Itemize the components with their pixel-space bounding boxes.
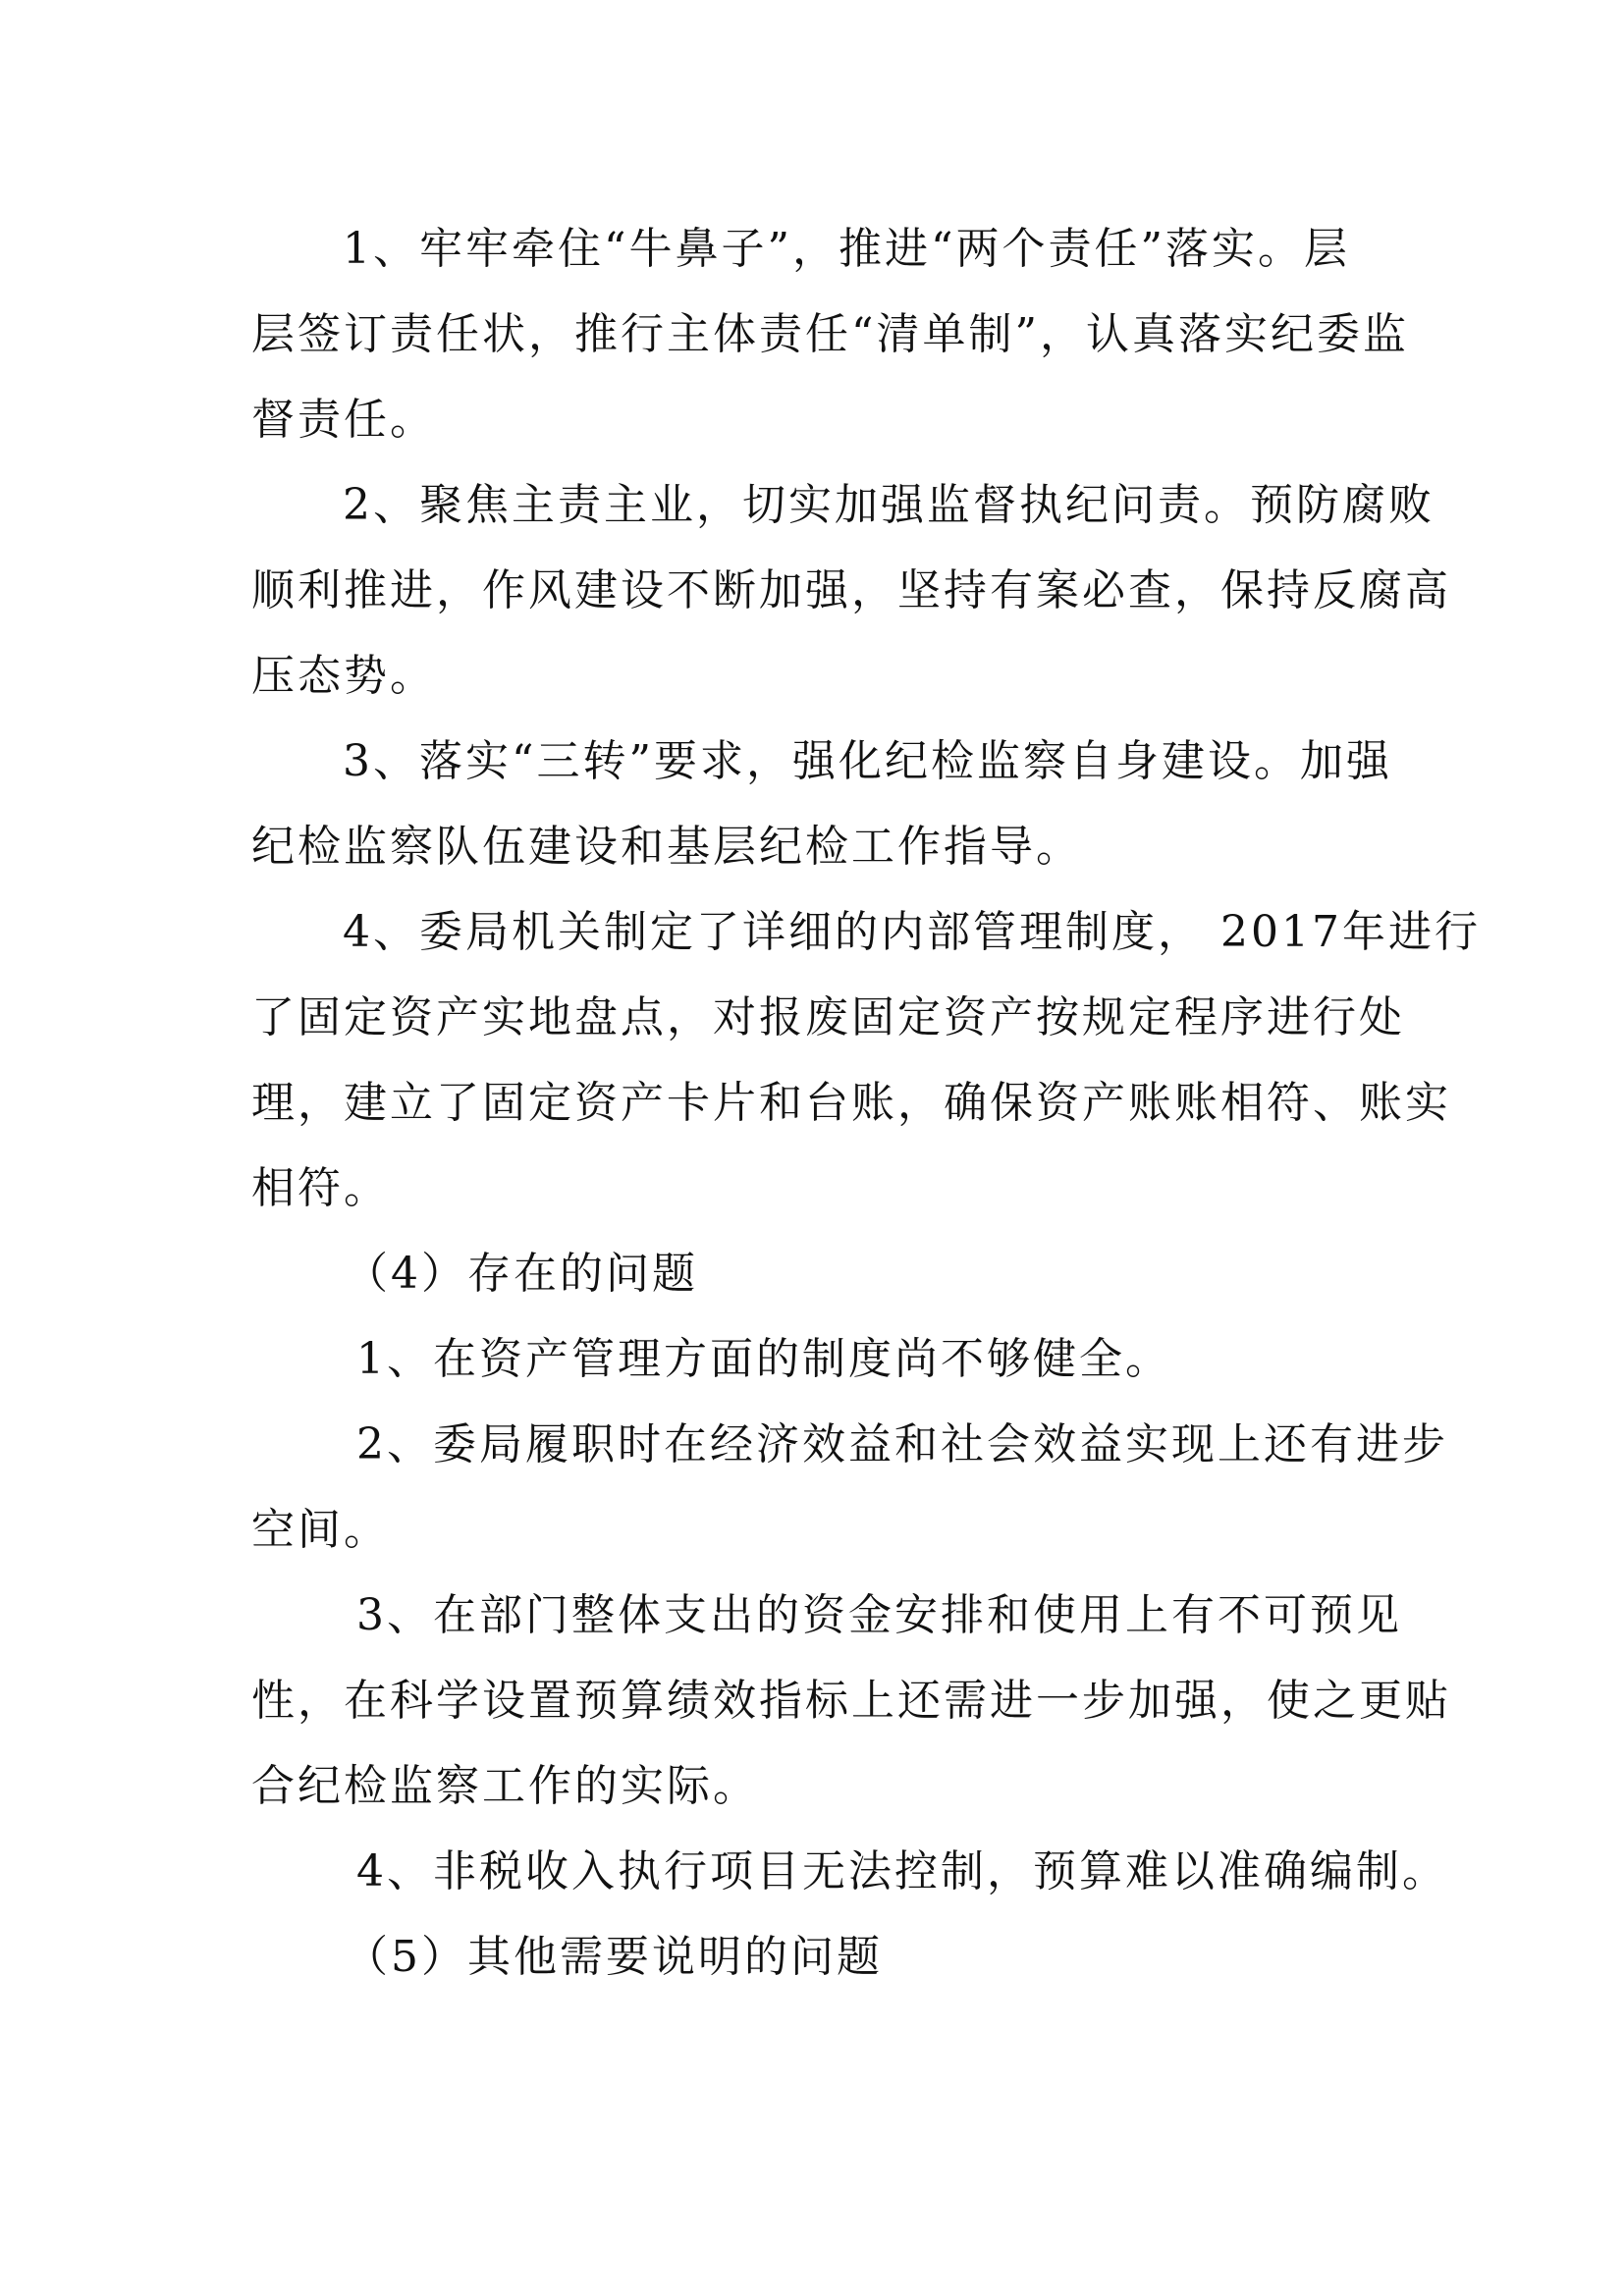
problem-4-line-1: 4、非税收入执行项目无法控制，预算难以准确编制。 bbox=[356, 1846, 1448, 1896]
section-heading-other: （5）其他需要说明的问题 bbox=[345, 1932, 883, 1982]
problem-3-line-3: 合纪检监察工作的实际。 bbox=[251, 1761, 759, 1811]
item-2-line-1: 2、聚焦主责主业，切实加强监督执纪问责。预防腐败 bbox=[343, 480, 1435, 530]
item-4-line-2: 了固定资产实地盘点，对报废固定资产按规定程序进行处 bbox=[251, 992, 1405, 1042]
problem-2-line-2: 空间。 bbox=[251, 1505, 390, 1555]
section-heading-problems: （4）存在的问题 bbox=[345, 1249, 698, 1299]
item-1-line-2: 层签订责任状，推行主体责任“清单制”，认真落实纪委监 bbox=[251, 309, 1409, 359]
item-3-line-2: 纪检监察队伍建设和基层纪检工作指导。 bbox=[251, 822, 1082, 872]
item-2-line-3: 压态势。 bbox=[251, 651, 436, 701]
item-4-line-1: 4、委局机关制定了详细的内部管理制度， 2017年进行 bbox=[343, 907, 1481, 957]
item-4-line-3: 理，建立了固定资产卡片和台账，确保资产账账相符、账实 bbox=[251, 1078, 1451, 1128]
item-3-line-1: 3、落实“三转”要求，强化纪检监察自身建设。加强 bbox=[343, 736, 1392, 786]
problem-3-line-2: 性，在科学设置预算绩效指标上还需进一步加强，使之更贴 bbox=[251, 1676, 1451, 1726]
item-1-line-3: 督责任。 bbox=[251, 395, 436, 445]
problem-3-line-1: 3、在部门整体支出的资金安排和使用上有不可预见 bbox=[356, 1590, 1402, 1640]
problem-2-line-1: 2、委局履职时在经济效益和社会效益实现上还有进步 bbox=[356, 1419, 1448, 1469]
item-4-line-4: 相符。 bbox=[251, 1163, 390, 1213]
problem-1-line-1: 1、在资产管理方面的制度尚不够健全。 bbox=[356, 1334, 1171, 1384]
item-1-line-1: 1、牢牢牵住“牛鼻子”，推进“两个责任”落实。层 bbox=[343, 224, 1350, 274]
item-2-line-2: 顺利推进，作风建设不断加强，坚持有案必查，保持反腐高 bbox=[251, 565, 1451, 615]
